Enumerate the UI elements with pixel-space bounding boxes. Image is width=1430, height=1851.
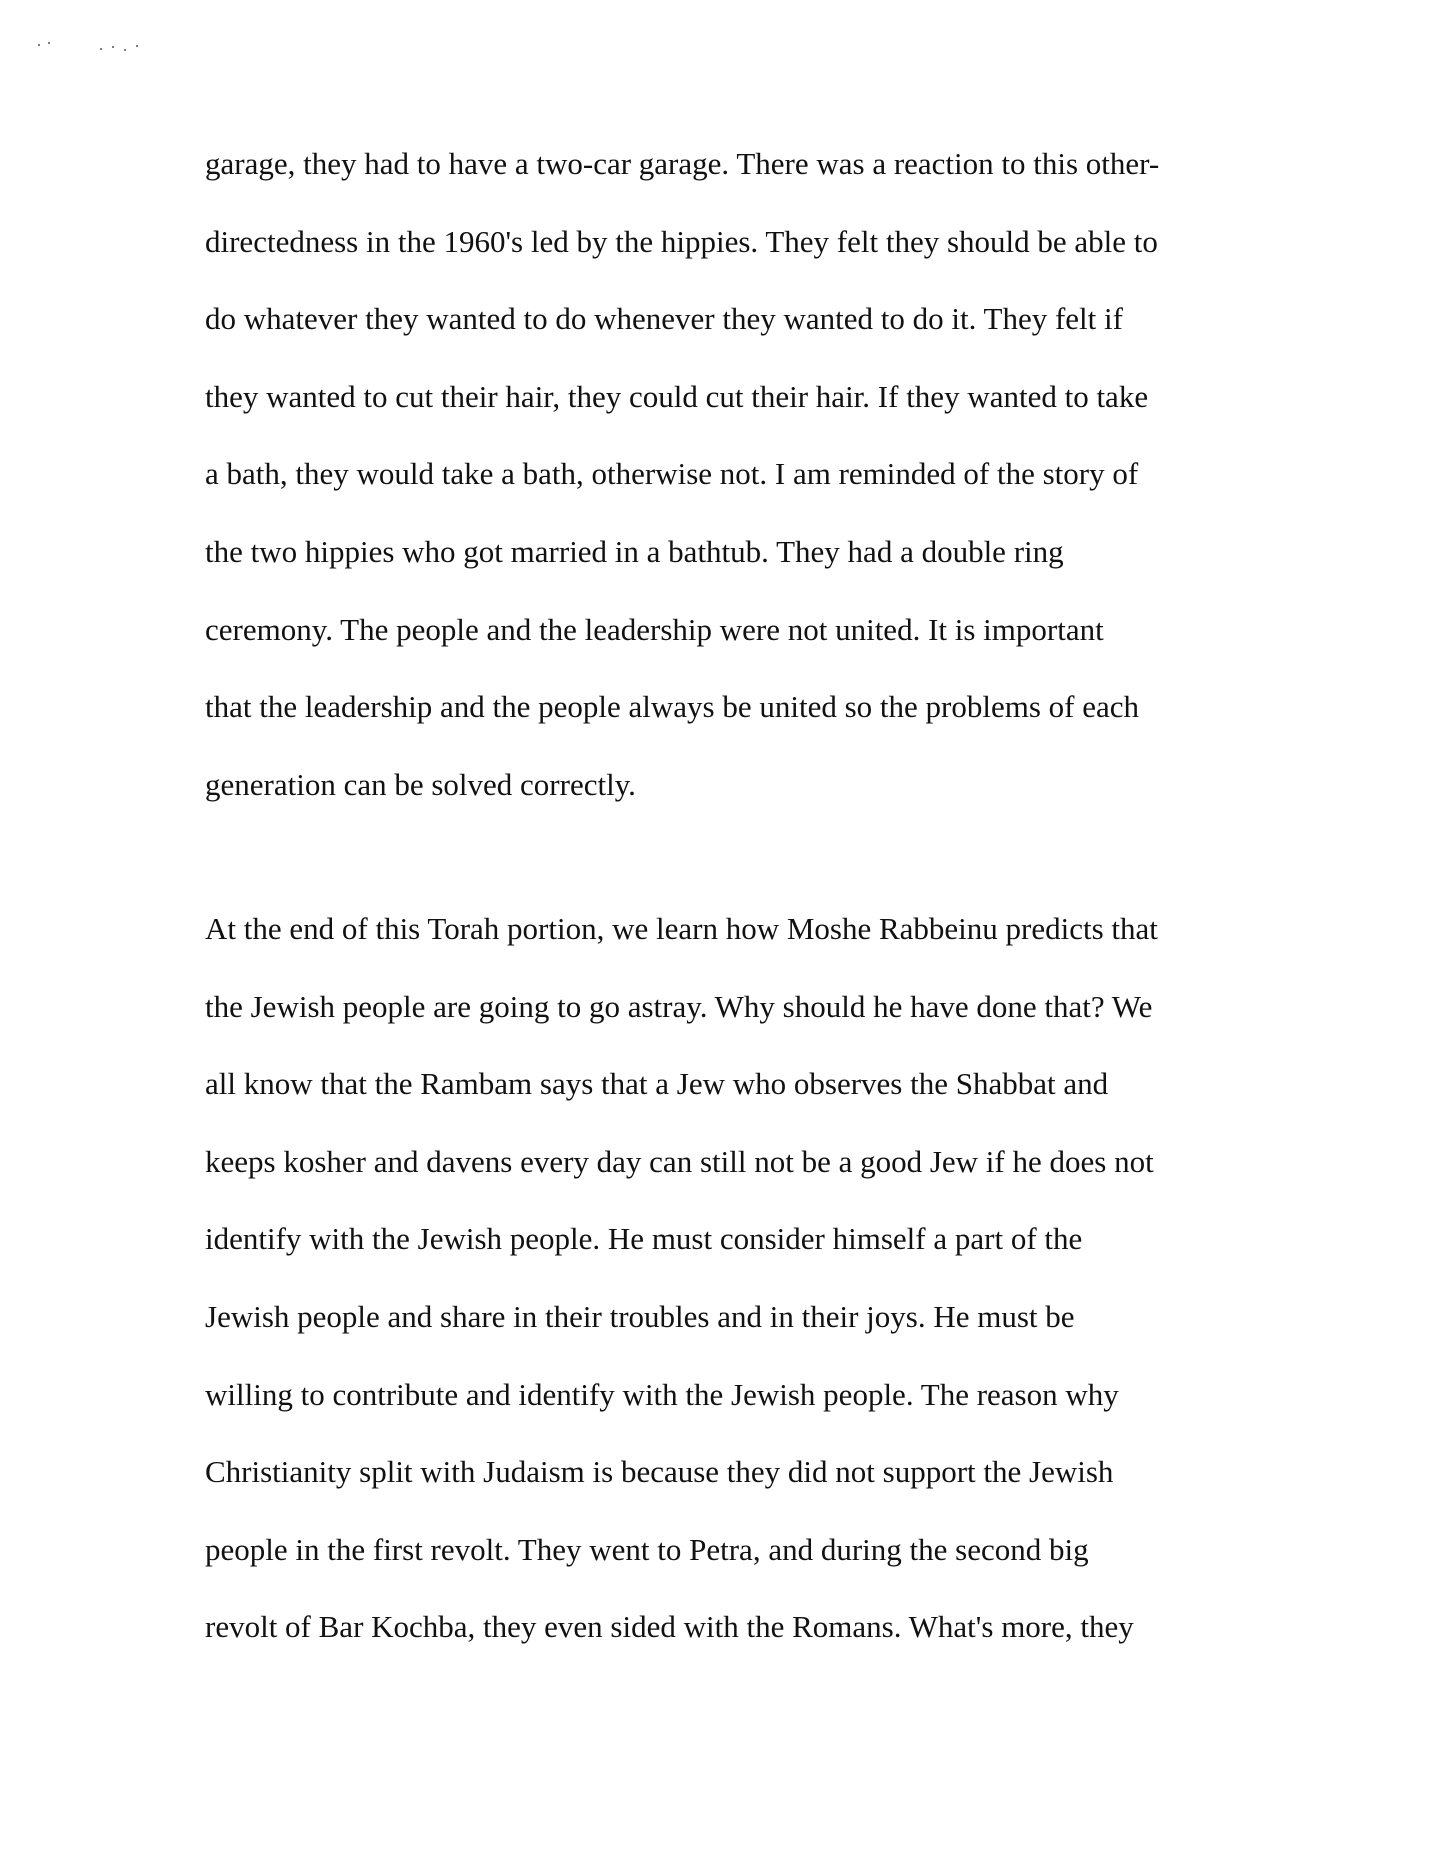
text-line: the Jewish people are going to go astray. Why should he have done that? We xyxy=(205,988,1153,1024)
text-line: generation can be solved correctly. xyxy=(205,766,636,802)
text-line: revolt of Bar Kochba, they even sided with the Romans. What's more, they xyxy=(205,1609,1134,1645)
text-line: they wanted to cut their hair, they could cut their hair. If they wanted to take xyxy=(205,378,1149,414)
scan-artifact-marks xyxy=(36,40,156,60)
text-line: that the leadership and the people always be united so the problems of each xyxy=(205,689,1139,725)
text-line: directedness in the 1960's led by the hippies. They felt they should be able to xyxy=(205,223,1158,259)
text-line: willing to contribute and identify with the Jewish people. The reason why xyxy=(205,1376,1119,1412)
text-line: a bath, they would take a bath, otherwise not. I am reminded of the story of xyxy=(205,456,1139,492)
body-paragraph-2 xyxy=(205,890,1225,1666)
scan-speck xyxy=(124,49,126,51)
text-line: keeps kosher and davens every day can still not be a good Jew if he does not xyxy=(205,1143,1154,1179)
text-line: people in the first revolt. They went to Petra, and during the second big xyxy=(205,1531,1089,1567)
text-line: the two hippies who got married in a bathtub. They had a double ring xyxy=(205,533,1064,569)
text-line: do whatever they wanted to do whenever they wanted to do it. They felt if xyxy=(205,301,1123,337)
text-line: identify with the Jewish people. He must consider himself a part of the xyxy=(205,1221,1083,1257)
scan-speck xyxy=(100,48,102,50)
text-line: Jewish people and share in their troubles and in their joys. He must be xyxy=(205,1298,1075,1334)
text-line: At the end of this Torah portion, we learn how Moshe Rabbeinu predicts that xyxy=(205,911,1158,946)
text-line: ceremony. The people and the leadership were not united. It is important xyxy=(205,611,1104,647)
scan-speck xyxy=(136,45,138,47)
body-paragraph-1 xyxy=(205,125,1225,823)
text-line: garage, they had to have a two-car garage. There was a reaction to this other- xyxy=(205,146,1160,181)
scan-speck xyxy=(38,44,40,46)
scan-speck xyxy=(48,42,50,44)
text-line: Christianity split with Judaism is because they did not support the Jewish xyxy=(205,1454,1114,1490)
scan-speck xyxy=(112,46,114,48)
text-line: all know that the Rambam says that a Jew who observes the Shabbat and xyxy=(205,1066,1109,1102)
